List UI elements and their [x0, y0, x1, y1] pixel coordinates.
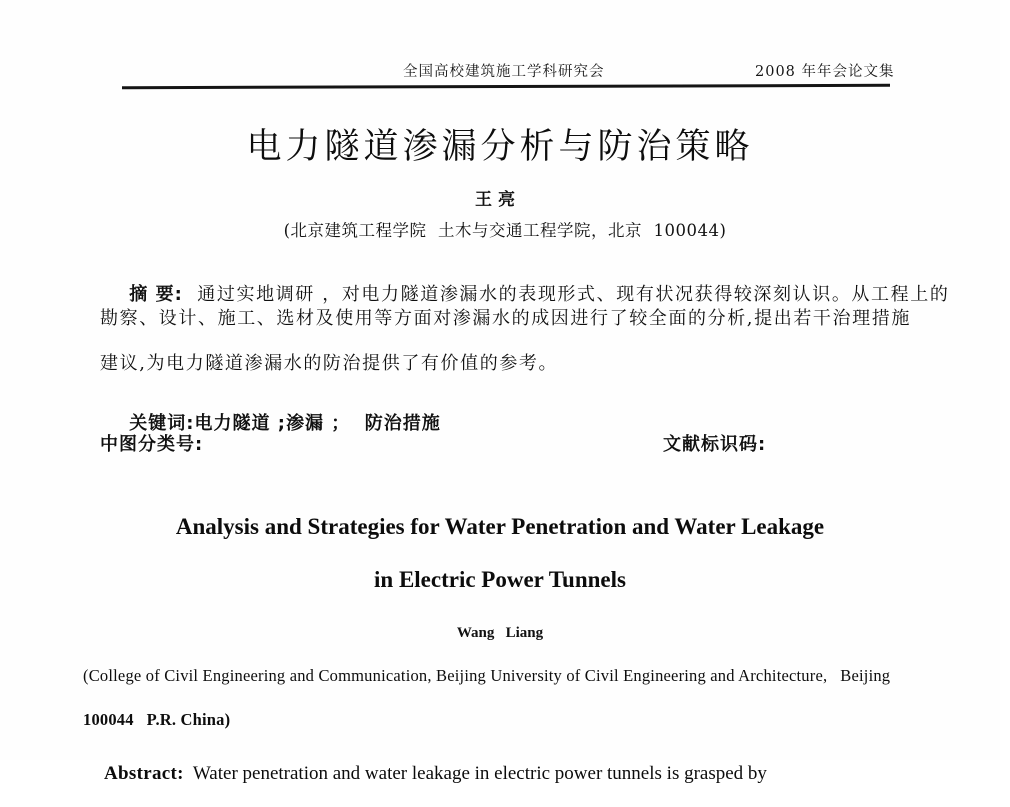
abstract-cn-label: 摘 要: — [129, 284, 198, 305]
abstract-english-text: Water penetration and water leakage in electric power tunnels is grasped by — [183, 763, 767, 784]
abstract-english-label: Abstract: — [104, 763, 184, 784]
affiliation-english-line-2: 100044 P.R. China) — [83, 710, 231, 729]
header-society-name: 全国高校建筑施工学科研究会 — [403, 64, 605, 80]
author-name-chinese: 王 亮 — [475, 190, 515, 210]
keywords-cn-text: :电力隧道 ;渗漏 ； 防治措施 — [186, 413, 441, 434]
paper-title-chinese: 电力隧道渗漏分析与防治策略 — [246, 127, 754, 167]
affiliation-english-line-1: (College of Civil Engineering and Communication, Beijing University of Civil Engineering and Architecture, Beijing — [83, 666, 891, 685]
document-code-label: 文献标识码: — [663, 434, 767, 455]
keywords-cn-label: 关键词 — [129, 413, 187, 434]
header-proceedings-title: 2008 年年会论文集 — [755, 64, 895, 80]
abstract-english-line — [85, 741, 767, 807]
clc-number-label: 中图分类号: — [100, 434, 204, 455]
header-rule — [122, 84, 890, 89]
paper-title-english-line-2: in Electric Power Tunnels — [374, 567, 626, 592]
affiliation-chinese: (北京建筑工程学院 土木与交通工程学院，北京 100044) — [283, 221, 727, 240]
author-name-english: Wang Liang — [456, 625, 544, 641]
abstract-cn-line-2: 勘察、设计、施工、选材及使用等方面对渗漏水的成因进行了较全面的分析,提出若干治理措施 — [100, 308, 911, 329]
abstract-cn-text-1: 通过实地调研 ，对电力隧道渗漏水的表现形式、现有状况获得较深刻认识。从工程上的 — [197, 284, 950, 305]
paper-title-english-line-1: Analysis and Strategies for Water Penetration and Water Leakage — [175, 514, 825, 539]
abstract-cn-line-3: 建议,为电力隧道渗漏水的防治提供了有价值的参考。 — [100, 353, 559, 374]
